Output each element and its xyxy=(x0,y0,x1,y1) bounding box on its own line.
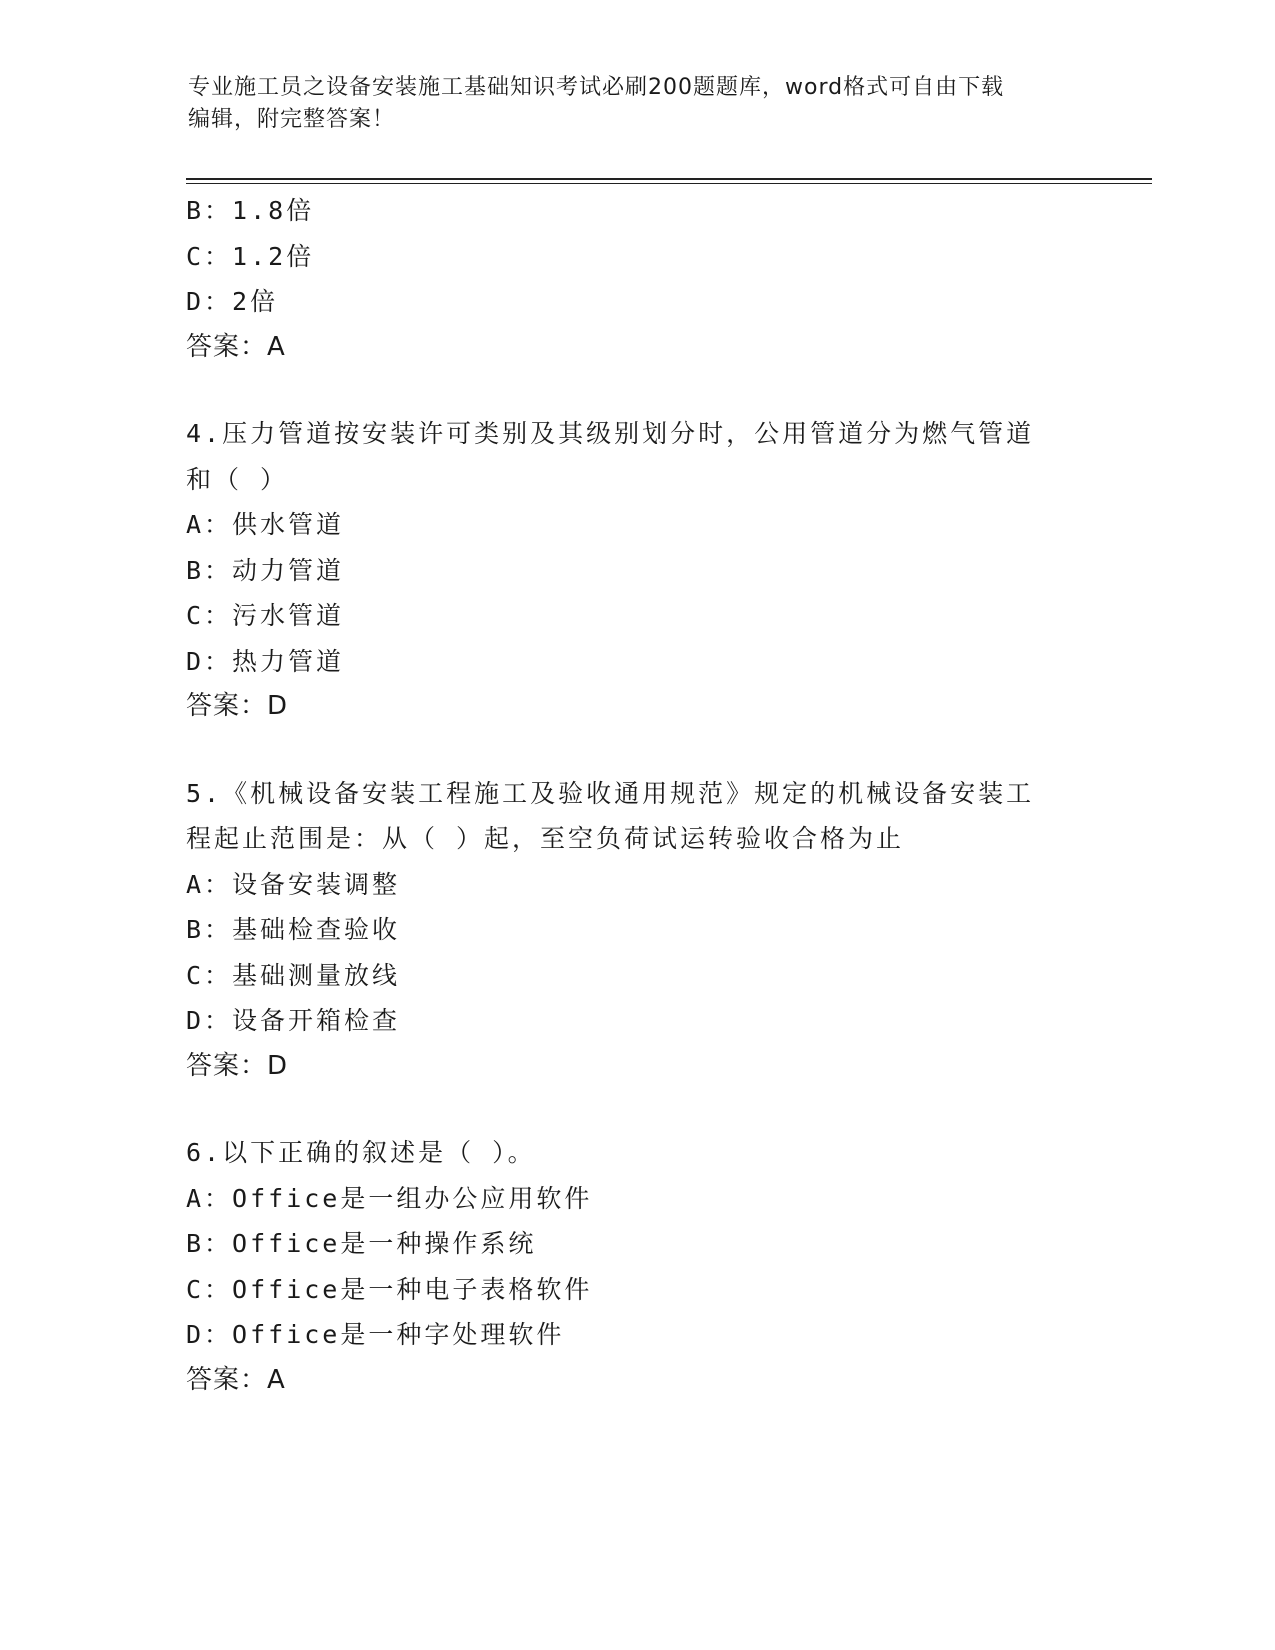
question-5-option-b: B：基础检查验收 xyxy=(186,915,401,944)
question-5-option-c: C：基础测量放线 xyxy=(186,960,401,990)
question-4-stem-line-1: 4.压力管道按安装许可类别及其级别划分时，公用管道分为燃气管道 xyxy=(186,419,1035,448)
question-list xyxy=(186,188,1086,1403)
question-4-stem-line-2: 和（ ） xyxy=(186,464,289,494)
question-5-option-a: A：设备安装调整 xyxy=(186,869,401,899)
question-5-stem-line-1: 5.《机械设备安装工程施工及验收通用规范》规定的机械设备安装工 xyxy=(186,778,1035,808)
header-title-line-1: 专业施工员之设备安装施工基础知识考试必刷200题题库，word格式可自由下载 xyxy=(188,75,1005,100)
question-3-option-c: C：1.2倍 xyxy=(186,241,315,271)
question-6-option-d: D：Office是一种字处理软件 xyxy=(186,1320,565,1349)
question-6-option-c: C：Office是一种电子表格软件 xyxy=(186,1274,593,1304)
question-6-block xyxy=(186,1130,1086,1403)
question-5-option-d: D：设备开箱检查 xyxy=(186,1006,401,1035)
header-divider-thin xyxy=(186,183,1152,184)
question-6-option-b: B：Office是一种操作系统 xyxy=(186,1229,537,1258)
question-3-answer: 答案：A xyxy=(186,331,286,362)
question-4-option-a: A：供水管道 xyxy=(186,510,345,539)
question-3-option-d: D：2倍 xyxy=(186,287,279,316)
question-4-block xyxy=(186,411,1086,730)
question-6-answer: 答案：A xyxy=(186,1364,286,1395)
question-6-option-a: A：Office是一组办公应用软件 xyxy=(186,1183,593,1213)
document-header xyxy=(188,72,1088,136)
header-title-line-2: 编辑，附完整答案！ xyxy=(188,107,396,132)
question-5-answer: 答案：D xyxy=(186,1050,289,1081)
question-3-block xyxy=(186,188,1086,370)
header-divider-thick xyxy=(186,178,1152,180)
question-4-option-c: C：污水管道 xyxy=(186,601,345,630)
question-5-stem-line-2: 程起止范围是：从（ ）起，至空负荷试运转验收合格为止 xyxy=(186,824,905,853)
question-4-answer: 答案：D xyxy=(186,691,289,721)
question-5-block xyxy=(186,771,1086,1090)
spacer xyxy=(186,1089,1086,1130)
spacer xyxy=(186,730,1086,771)
question-4-option-b: B：动力管道 xyxy=(186,555,345,585)
spacer xyxy=(186,370,1086,411)
question-3-option-b: B：1.8倍 xyxy=(186,196,315,225)
question-4-option-d: D：热力管道 xyxy=(186,646,345,676)
question-6-stem-line-1: 6.以下正确的叙述是（ ）。 xyxy=(186,1138,536,1167)
